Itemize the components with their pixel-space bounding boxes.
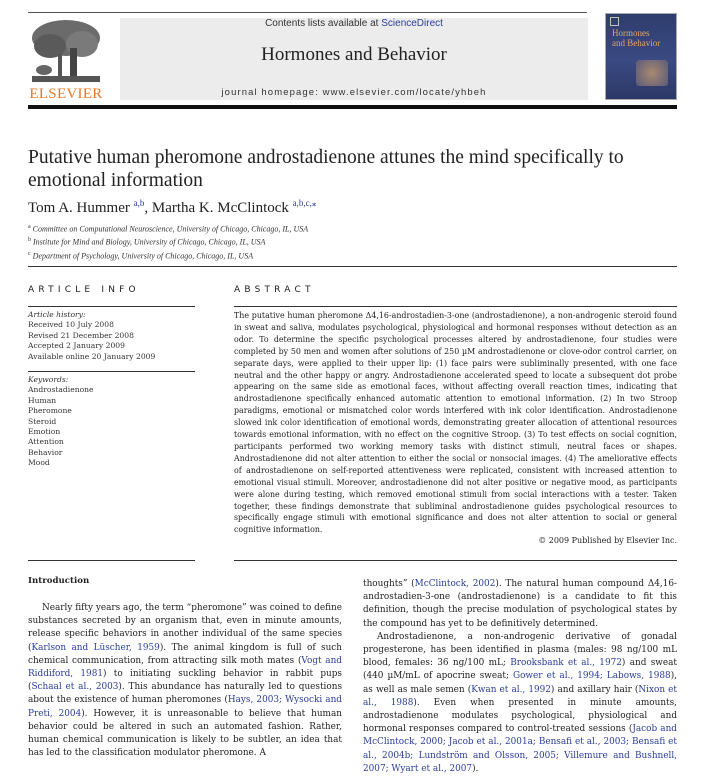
keyword: Mood (28, 458, 50, 468)
history-item: Available online 20 January 2009 (28, 351, 156, 361)
affiliation-mark: b (28, 237, 31, 244)
body-text: ). The natural human compound Δ4,16-androstadien-3-one (androstadienone) is a candidate to fit this definition, though the precise modulation of psychological states by the compound has yet to be definitively determined. (363, 579, 677, 629)
header-top-rule (28, 12, 587, 13)
elsevier-logo[interactable] (28, 14, 104, 102)
citation-link[interactable]: Vogt and Riddiford, 1981 (28, 655, 342, 680)
affiliation-mark: a (28, 224, 31, 230)
introduction-heading: Introduction (28, 576, 90, 586)
copyright: © 2009 Published by Elsevier Inc. (538, 536, 677, 545)
citation-link[interactable]: Kwan et al., 1992 (471, 684, 551, 695)
citation-link[interactable]: Gower et al., 1994; Labows, 1988 (513, 671, 671, 682)
article-history (28, 310, 155, 362)
keywords-label: Keywords: (28, 375, 69, 384)
abstract-heading: ABSTRACT (234, 285, 315, 295)
article-info-heading: ARTICLE INFO (28, 285, 140, 295)
body-text: ), as well as male semen ( (363, 671, 677, 695)
history-item: Revised 21 December 2008 (28, 330, 134, 340)
body-text: ). The animal kingdom is full of such chemical communication, from attracting silk moth mates ( (28, 642, 342, 666)
cover-logo-icon (610, 17, 619, 26)
affiliation-text: Committee on Computational Neuroscience, University of Chicago, Chicago, IL, USA (32, 224, 309, 234)
sciencedirect-link[interactable]: ScienceDirect (381, 18, 443, 29)
section-divider (28, 266, 677, 267)
body-column-right (363, 578, 677, 776)
author-name[interactable]: Martha K. McClintock (151, 200, 289, 216)
cover-image (636, 60, 668, 86)
header-thick-rule (28, 105, 677, 109)
body-text: thoughts” ( (363, 579, 415, 589)
publisher-logo-text: ELSEVIER (29, 86, 103, 102)
contents-line (120, 18, 588, 29)
journal-cover[interactable] (605, 13, 677, 100)
author-affil-marks[interactable]: a,b,c,⁎ (292, 198, 317, 208)
citation-link[interactable]: Jacob and McClintock, 2000; Jacob et al., 2001a; Bensafi et al., 2003; Bensafi et al., 2004b; Lundström and Olsson, 2005; Villemure and Bushnell, 2007; Wyart et al., 2007 (363, 724, 677, 774)
abstract-rule (234, 306, 677, 307)
body-text: ). (472, 763, 479, 774)
citation-link[interactable]: Brooksbank et al., 1972 (510, 658, 622, 669)
keyword: Pheromone (28, 406, 72, 416)
keyword: Human (28, 395, 57, 405)
history-item: Accepted 2 January 2009 (28, 341, 125, 351)
history-label: Article history: (28, 310, 86, 319)
keyword: Behavior (28, 447, 63, 457)
paragraph (363, 578, 677, 631)
article-info-bottom-rule (28, 560, 195, 561)
author-list (28, 198, 316, 217)
body-text: ). This abundance has naturally led to questions about the existence of human pheromones ( (28, 682, 343, 706)
body-text: Androstadienone, a non-androgenic derivative of gonadal progesterone, has been identified in plasma (males: 98 ng/100 mL blood, females: 36 ng/100 mL; (363, 631, 677, 669)
cover-title-line1: Hormones (612, 28, 650, 38)
tree-logo-icon (30, 18, 102, 84)
body-text: ) and axillary hair ( (550, 684, 639, 695)
history-item: Received 10 July 2008 (28, 320, 114, 330)
cover-title-line2: and Behavior (612, 38, 661, 48)
affiliation (28, 249, 308, 262)
keywords-rule (28, 371, 195, 372)
journal-homepage[interactable]: journal homepage: www.elsevier.com/locate/yhbeh (221, 87, 487, 98)
journal-banner (120, 18, 588, 100)
paragraph (363, 631, 677, 776)
citation-link[interactable]: Nixon et al., 1988 (363, 684, 677, 708)
body-text: ) to initiating suckling behavior in rabbit pups ( (28, 669, 342, 693)
journal-title[interactable]: Hormones and Behavior (261, 44, 447, 65)
author-affil-marks[interactable]: a,b (133, 198, 145, 208)
contents-prefix: Contents lists available at (265, 18, 382, 29)
affiliation-text: Institute for Mind and Biology, University of Chicago, Chicago, IL, USA (33, 237, 266, 247)
abstract-text: The putative human pheromone Δ4,16-androstadien-3-one (androstadienone), a non-androgenic steroid found in sweat and saliva, modulates psychological, physiological and hormonal responses without detection as an odor. To determine the specific psychological processes altered by androstadienone, four studies were completed by 50 men and women after solutions of 250 µM androstadienone or clove-odor control carrier, on separate days, were applied to their upper lip: (1) face pairs were subliminally presented, with one face neutral and the other happy or angry. Androstadienone accelerated speed to locate a subsequent dot probe appearing on the same side as emotional faces, without affecting overall reaction times, indicating that androstadienone specifically enhanced automatic attention to emotional information. (2) In two Stroop paradigms, emotional or mismatched color words interfered with ink color identification. Androstadienone slowed ink color identification of emotional words, demonstrating greater allocation of attentional resources towards emotional information, with no effect on the cognitive Stroop. (3) To test effects on social cognition, participants performed two working memory tasks with distinct stimuli, neutral faces or shapes. Androstadienone did not alter attention to either the social or nonsocial images. (4) The ameliorative effects of androstadienone on self-reported attentiveness were replicated, consistent with increased attention to emotional visual stimuli. Moreover, androstadienone did not alter positive or negative mood, as participants were alone during testing, which removed emotional stimuli from social interactions with a tester. Taken together, these findings demonstrate that subliminal androstadienone guides psychological resources to specifically engage stimuli with emotional significance and does not alter attention to social or general cognitive information. (234, 311, 677, 535)
citation-link[interactable]: Karlson and Lüscher, 1959 (31, 642, 160, 653)
affiliation-text: Department of Psychology, University of Chicago, Chicago, IL, USA (32, 251, 254, 261)
citation-link[interactable]: Schaal et al., 2003 (31, 682, 119, 693)
cover-title (612, 28, 660, 48)
keyword: Steroid (28, 416, 57, 426)
article-title: Putative human pheromone androstadienone attunes the mind specifically to emotional information (28, 147, 624, 191)
affiliations (28, 222, 308, 262)
body-text: ). However, it is unreasonable to believe that human behavior could be altered in such an automated fashion. Rather, human chemical communication is likely to be subtler, an idea that has led to the classification modulator pheromone. A (28, 708, 342, 759)
keyword: Attention (28, 437, 64, 447)
affiliation (28, 235, 308, 248)
body-column-left (28, 602, 342, 760)
author-name[interactable]: Tom A. Hummer (28, 200, 130, 216)
abstract-bottom-rule (234, 560, 677, 561)
author-separator: , (144, 200, 152, 216)
keyword: Androstadienone (28, 385, 94, 395)
citation-link[interactable]: Hays, 2003; Wysocki and Preti, 2004 (28, 695, 342, 719)
keywords (28, 375, 94, 469)
body-text: ) and sweat (440 µM/mL of apocrine sweat; (363, 658, 677, 682)
keyword: Emotion (28, 427, 61, 437)
body-text: ). Even when presented in minute amounts, androstadienone modulates psychological, physiological and hormonal responses compared to control-treated sessions ( (363, 697, 677, 735)
affiliation (28, 222, 308, 235)
affiliation-mark: c (28, 250, 31, 257)
citation-link[interactable]: McClintock, 2002 (414, 579, 496, 589)
body-text: Nearly fifty years ago, the term “pheromone” was coined to define substances secreted by an organism that, even in minute amounts, release specific behaviors in another individual of the same species ( (28, 603, 342, 653)
article-info-rule (28, 306, 195, 307)
